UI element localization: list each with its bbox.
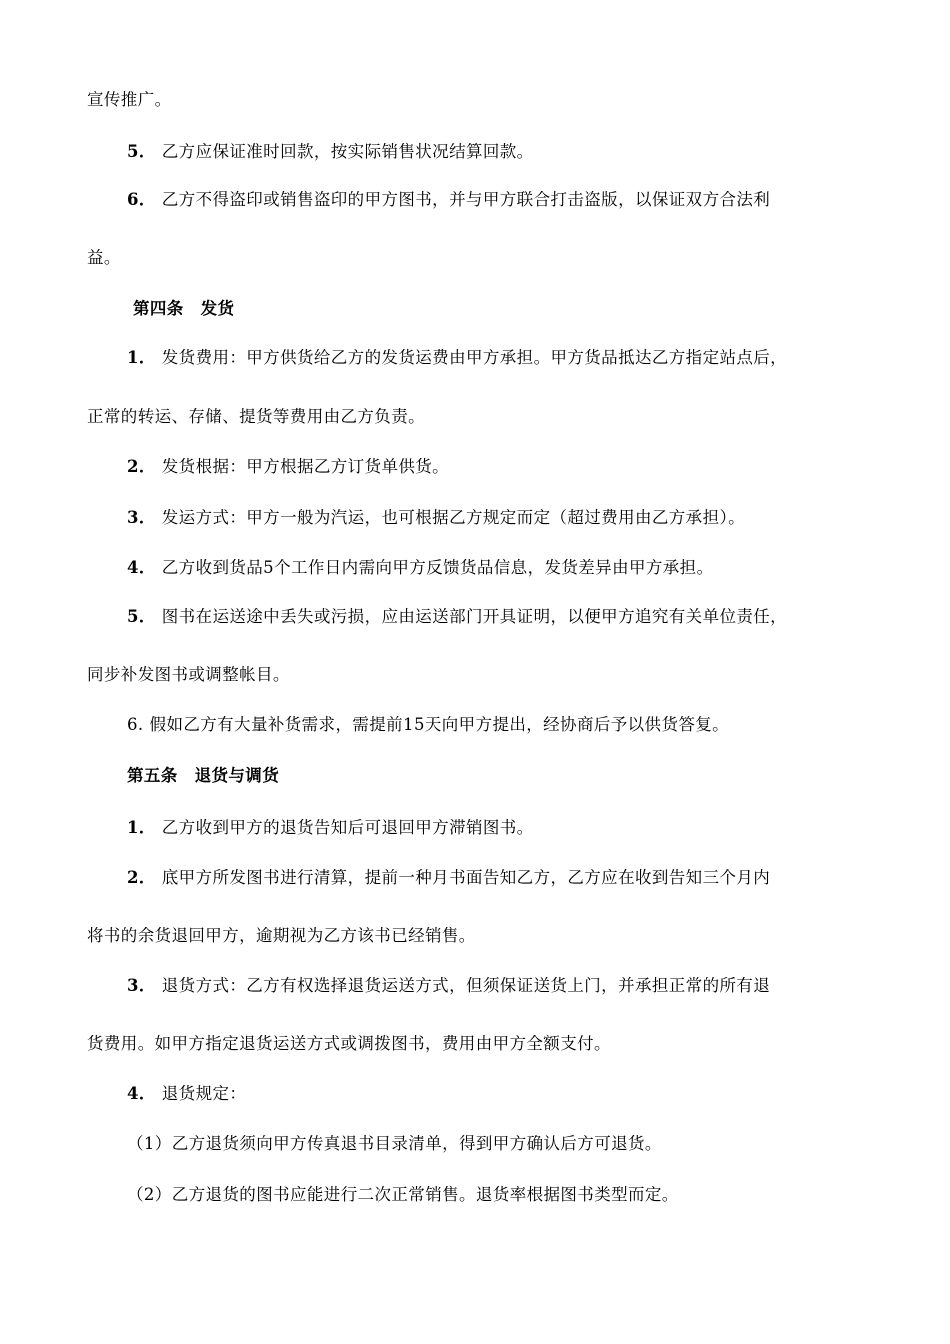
list-item — [127, 456, 449, 478]
sub-item — [127, 1184, 679, 1206]
text-line — [87, 664, 290, 686]
text-line — [87, 247, 121, 269]
line-text: 发运方式：甲方一般为汽运，也可根据乙方规定而定（超过费用由乙方承担）。 — [161, 508, 746, 527]
item-number: 2． — [127, 457, 156, 476]
section-heading — [133, 298, 234, 320]
list-item — [127, 817, 534, 839]
sub-item — [127, 1133, 662, 1155]
line-text: 乙方收到货品5个工作日内需向甲方反馈货品信息，发货差异由甲方承担。 — [161, 558, 714, 577]
item-number: 1． — [127, 348, 156, 367]
heading-text: 第四条 发货 — [133, 299, 235, 318]
item-number: 6． — [127, 190, 156, 209]
line-text: 乙方收到甲方的退货告知后可退回甲方滞销图书。 — [161, 818, 534, 837]
item-number: 3． — [127, 508, 156, 527]
list-item — [127, 867, 770, 889]
line-text: （1）乙方退货须向甲方传真退书目录清单，得到甲方确认后方可退货。 — [127, 1134, 662, 1153]
line-text: 正常的转运、存储、提货等费用由乙方负责。 — [87, 407, 425, 426]
item-number: 6. — [127, 715, 144, 734]
item-number: 4． — [127, 558, 156, 577]
list-item — [127, 557, 713, 579]
item-number: 5． — [127, 142, 156, 161]
line-text: 乙方不得盗印或销售盗印的甲方图书，并与甲方联合打击盗版，以保证双方合法利 — [161, 190, 771, 209]
line-text: 发货费用：甲方供货给乙方的发货运费由甲方承担。甲方货品抵达乙方指定站点后， — [161, 348, 788, 367]
line-text: 底甲方所发图书进行清算，提前一种月书面告知乙方，乙方应在收到告知三个月内 — [161, 868, 771, 887]
list-item — [127, 189, 770, 211]
list-item — [127, 347, 787, 369]
line-text: 假如乙方有大量补货需求，需提前15天向甲方提出，经协商后予以供货答复。 — [149, 715, 730, 734]
item-number: 4． — [127, 1084, 156, 1103]
list-item — [127, 714, 729, 736]
list-item — [127, 141, 534, 163]
line-text: 退货规定： — [161, 1084, 247, 1103]
list-item — [127, 975, 770, 997]
line-text: 益。 — [87, 248, 121, 267]
heading-text: 第五条 退货与调货 — [127, 766, 280, 785]
line-text: 图书在运送途中丢失或污损，应由运送部门开具证明，以便甲方追究有关单位责任， — [161, 607, 788, 626]
item-number: 1． — [127, 818, 156, 837]
line-text: 宣传推广。 — [87, 90, 172, 109]
text-line — [87, 925, 476, 947]
item-number: 5． — [127, 607, 156, 626]
line-text: 同步补发图书或调整帐目。 — [87, 665, 290, 684]
line-text: （2）乙方退货的图书应能进行二次正常销售。退货率根据图书类型而定。 — [127, 1185, 679, 1204]
item-number: 2． — [127, 868, 156, 887]
line-text: 乙方应保证准时回款，按实际销售状况结算回款。 — [161, 142, 534, 161]
section-heading — [127, 765, 279, 787]
line-text: 发货根据：甲方根据乙方订货单供货。 — [161, 457, 450, 476]
text-line — [87, 406, 425, 428]
line-text: 将书的余货退回甲方，逾期视为乙方该书已经销售。 — [87, 926, 476, 945]
text-line — [87, 89, 172, 111]
list-item — [127, 606, 787, 628]
line-text: 退货方式：乙方有权选择退货运送方式，但须保证送货上门，并承担正常的所有退 — [161, 976, 771, 995]
line-text: 货费用。如甲方指定退货运送方式或调拨图书，费用由甲方全额支付。 — [87, 1034, 611, 1053]
list-item — [127, 507, 745, 529]
list-item — [127, 1083, 246, 1105]
item-number: 3． — [127, 976, 156, 995]
text-line — [87, 1033, 611, 1055]
